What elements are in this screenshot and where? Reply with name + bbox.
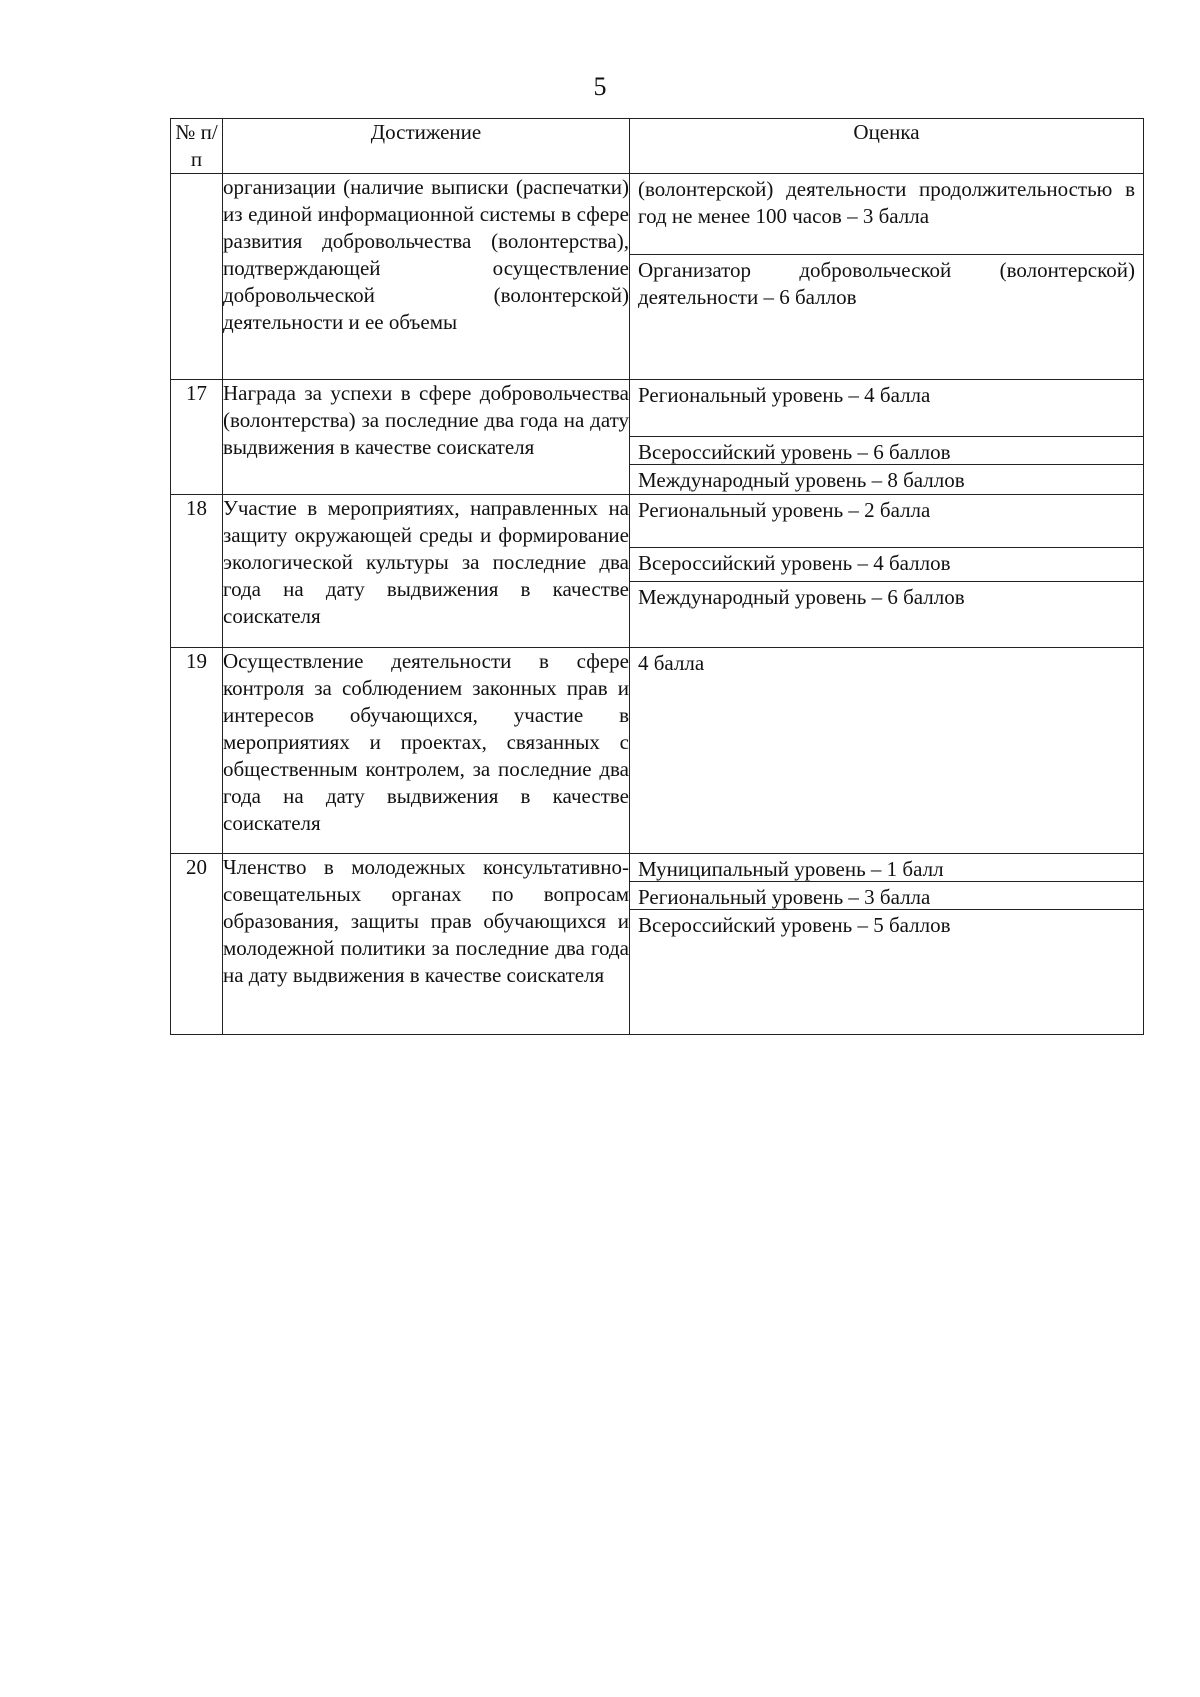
score-cell [630, 174, 1144, 380]
score-option: Всероссийский уровень – 6 баллов [630, 437, 1143, 465]
score-cell [630, 495, 1144, 648]
criteria-table [170, 118, 1144, 1035]
row-number: 17 [171, 380, 223, 495]
header-num: № п/п [171, 119, 223, 174]
row-number: 20 [171, 854, 223, 1035]
row-number [171, 174, 223, 380]
score-option: Региональный уровень – 4 балла [630, 380, 1143, 437]
table-row [171, 495, 1144, 648]
score-cell [630, 648, 1144, 854]
header-achievement: Достижение [223, 119, 630, 174]
score-option: 4 балла [638, 651, 705, 675]
achievement-cell: Членство в молодежных консультативно-совещательных органах по вопросам образования, защиты прав обучающихся и молодежной политики за последние два года на дату выдвижения в качестве соискателя [223, 854, 630, 1035]
achievement-cell: Награда за успехи в сфере добровольчества (волонтерства) за последние два года на дату выдвижения в качестве соискателя [223, 380, 630, 495]
table-row [171, 380, 1144, 495]
score-option: Всероссийский уровень – 5 баллов [638, 913, 951, 937]
achievement-cell: организации (наличие выписки (распечатки) из единой информационной системы в сфере развития добровольчества (волонтерства), подтверждающей осуществление добровольческой (волонтерской) деятельности и ее объемы [223, 174, 630, 380]
achievement-cell: Участие в мероприятиях, направленных на защиту окружающей среды и формирование экологической культуры за последние два года на дату выдвижения в качестве соискателя [223, 495, 630, 648]
achievement-cell: Осуществление деятельности в сфере контроля за соблюдением законных прав и интересов обучающихся, участие в мероприятиях и проектах, связанных с общественным контролем, за последние два года на дату выдвижения в качестве соискателя [223, 648, 630, 854]
row-number: 18 [171, 495, 223, 648]
score-option: Международный уровень – 8 баллов [638, 468, 965, 492]
score-option: Организатор добровольческой (волонтерской) деятельности – 6 баллов [638, 258, 1135, 309]
table-row [171, 174, 1144, 380]
score-option: Региональный уровень – 3 балла [630, 882, 1143, 910]
header-score: Оценка [630, 119, 1144, 174]
table-row [171, 854, 1144, 1035]
score-option: Всероссийский уровень – 4 баллов [630, 548, 1143, 582]
score-option: Региональный уровень – 2 балла [630, 495, 1143, 548]
score-cell [630, 854, 1144, 1035]
score-option: (волонтерской) деятельности продолжительностью в год не менее 100 часов – 3 балла [630, 174, 1143, 255]
row-number: 19 [171, 648, 223, 854]
score-cell [630, 380, 1144, 495]
page-number: 5 [593, 72, 607, 101]
table-row [171, 648, 1144, 854]
score-option: Муниципальный уровень – 1 балл [630, 854, 1143, 882]
table-header-row [171, 119, 1144, 174]
score-option: Международный уровень – 6 баллов [638, 585, 965, 609]
